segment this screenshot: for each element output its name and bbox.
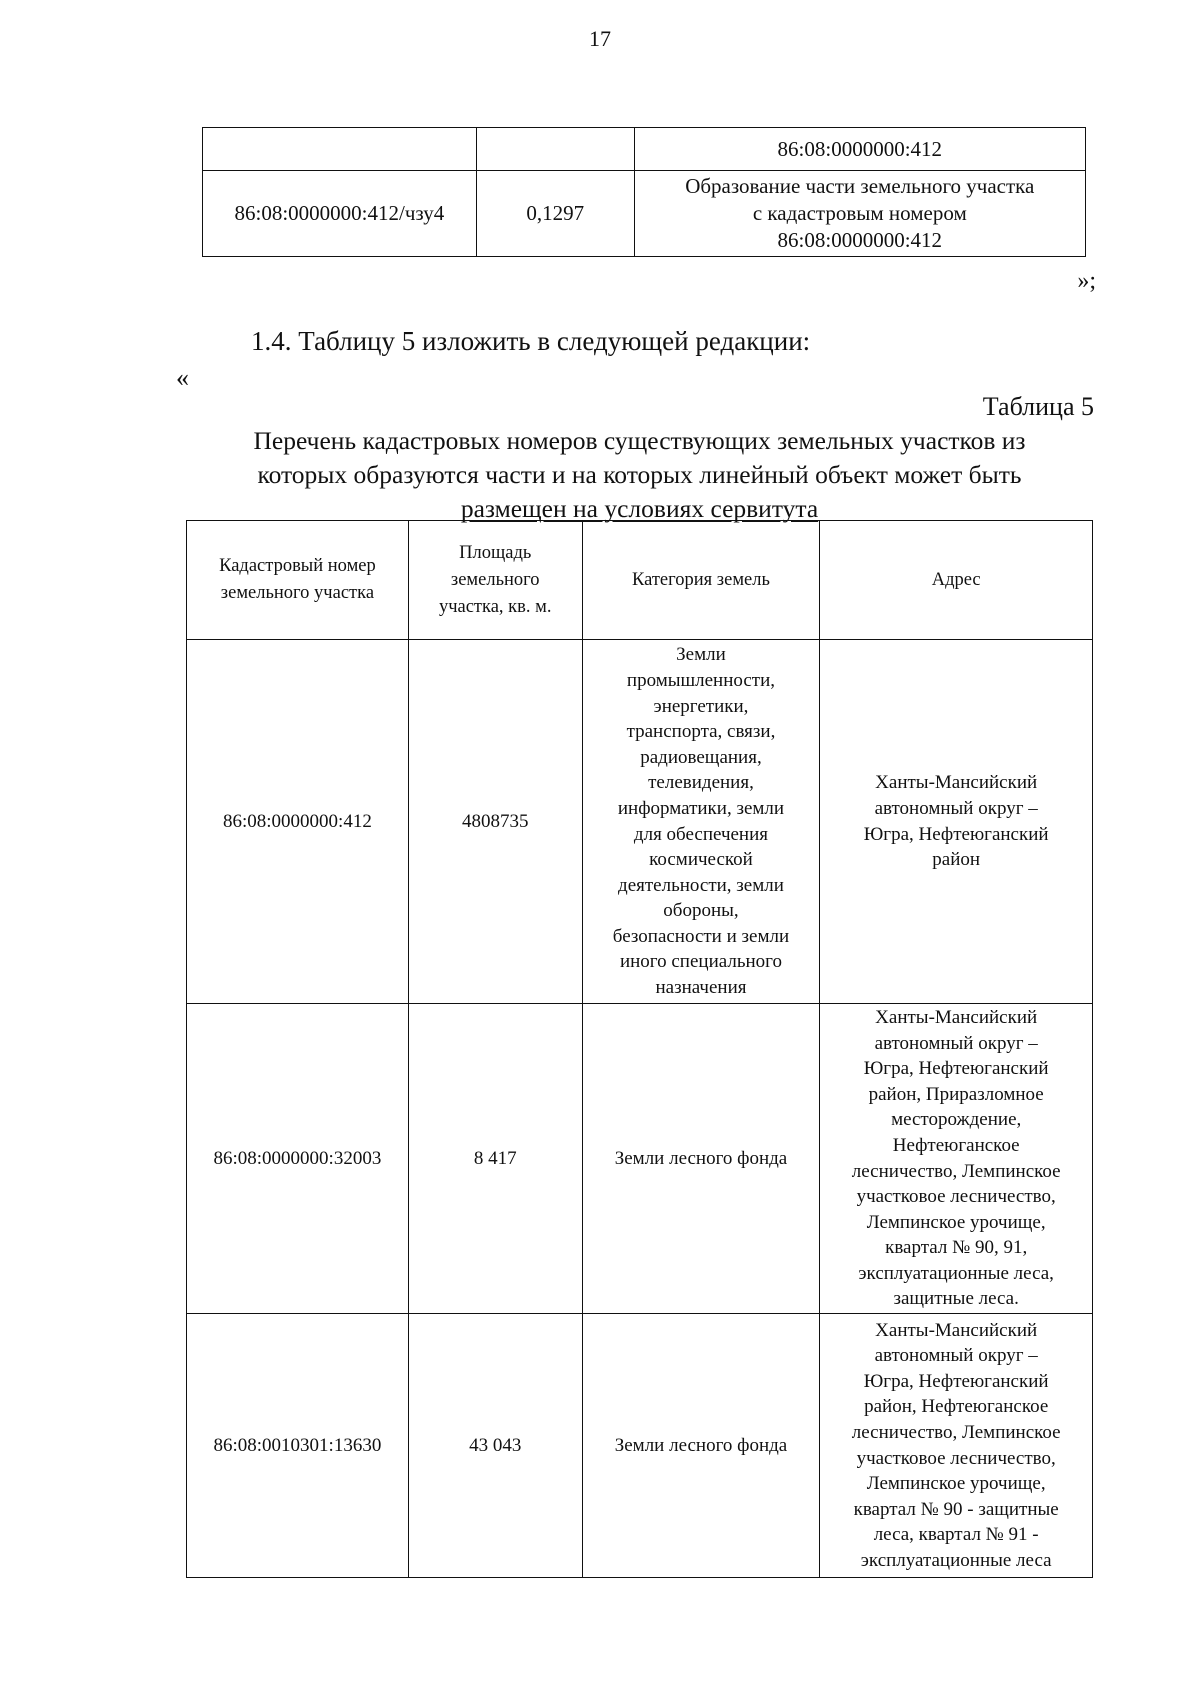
table-row xyxy=(187,1004,1093,1314)
category-cell: Земли лесного фонда xyxy=(582,1314,820,1578)
description-cell: 86:08:0000000:412 xyxy=(634,128,1085,171)
closing-quote: »; xyxy=(1077,268,1096,294)
area-cell xyxy=(476,128,634,171)
header-row xyxy=(187,521,1093,640)
table-title-line: Перечень кадастровых номеров существующих земельных участков из xyxy=(253,426,1026,455)
cadastral-cell: 86:08:0000000:32003 xyxy=(187,1004,409,1314)
cadastral-part-cell xyxy=(203,128,477,171)
cadastral-cell: 86:08:0010301:13630 xyxy=(187,1314,409,1578)
table-title-line: которых образуются части и на которых линейный объект может быть xyxy=(257,460,1022,489)
header-cadastral: Кадастровый номер земельного участка xyxy=(187,521,409,640)
table-title-line: размещен на условиях сервитута xyxy=(460,494,819,523)
amendment-instruction: 1.4. Таблицу 5 изложить в следующей редакции: xyxy=(251,326,811,356)
cadastral-part-cell: 86:08:0000000:412/чзу4 xyxy=(203,171,477,257)
address-cell: Ханты-Мансийский автономный округ – Югра, Нефтеюганский район xyxy=(820,640,1093,1004)
table-row xyxy=(203,128,1086,171)
table-title xyxy=(186,424,1093,526)
header-category: Категория земель xyxy=(582,521,820,640)
cadastral-cell: 86:08:0000000:412 xyxy=(187,640,409,1004)
easement-parcels-table xyxy=(186,520,1093,1578)
area-cell: 8 417 xyxy=(408,1004,582,1314)
page-number: 17 xyxy=(589,26,611,51)
address-cell: Ханты-Мансийский автономный округ – Югра, Нефтеюганский район, Нефтеюганское лесничество, Лемпинское участковое лесничество, Лемпинское урочище, квартал № 90 - защитные леса, квартал № 91 - эксплуатационные леса xyxy=(820,1314,1093,1578)
table-number: Таблица 5 xyxy=(982,392,1094,421)
opening-quote: « xyxy=(176,363,189,392)
description-cell: Образование части земельного участка с кадастровым номером 86:08:0000000:412 xyxy=(634,171,1085,257)
category-cell: Земли промышленности, энергетики, транспорта, связи, радиовещания, телевидения, информатики, земли для обеспечения космической деятельности, земли обороны, безопасности и земли иного специального назначения xyxy=(582,640,820,1004)
table-row xyxy=(187,640,1093,1004)
table-row xyxy=(203,171,1086,257)
continuation-table xyxy=(202,127,1086,257)
header-address: Адрес xyxy=(820,521,1093,640)
area-cell: 4808735 xyxy=(408,640,582,1004)
address-cell: Ханты-Мансийский автономный округ – Югра, Нефтеюганский район, Приразломное месторождение, Нефтеюганское лесничество, Лемпинское участковое лесничество, Лемпинское урочище, квартал № 90, 91, эксплуатационные леса, защитные леса. xyxy=(820,1004,1093,1314)
header-area: Площадь земельного участка, кв. м. xyxy=(408,521,582,640)
table-row xyxy=(187,1314,1093,1578)
area-cell: 0,1297 xyxy=(476,171,634,257)
area-cell: 43 043 xyxy=(408,1314,582,1578)
category-cell: Земли лесного фонда xyxy=(582,1004,820,1314)
